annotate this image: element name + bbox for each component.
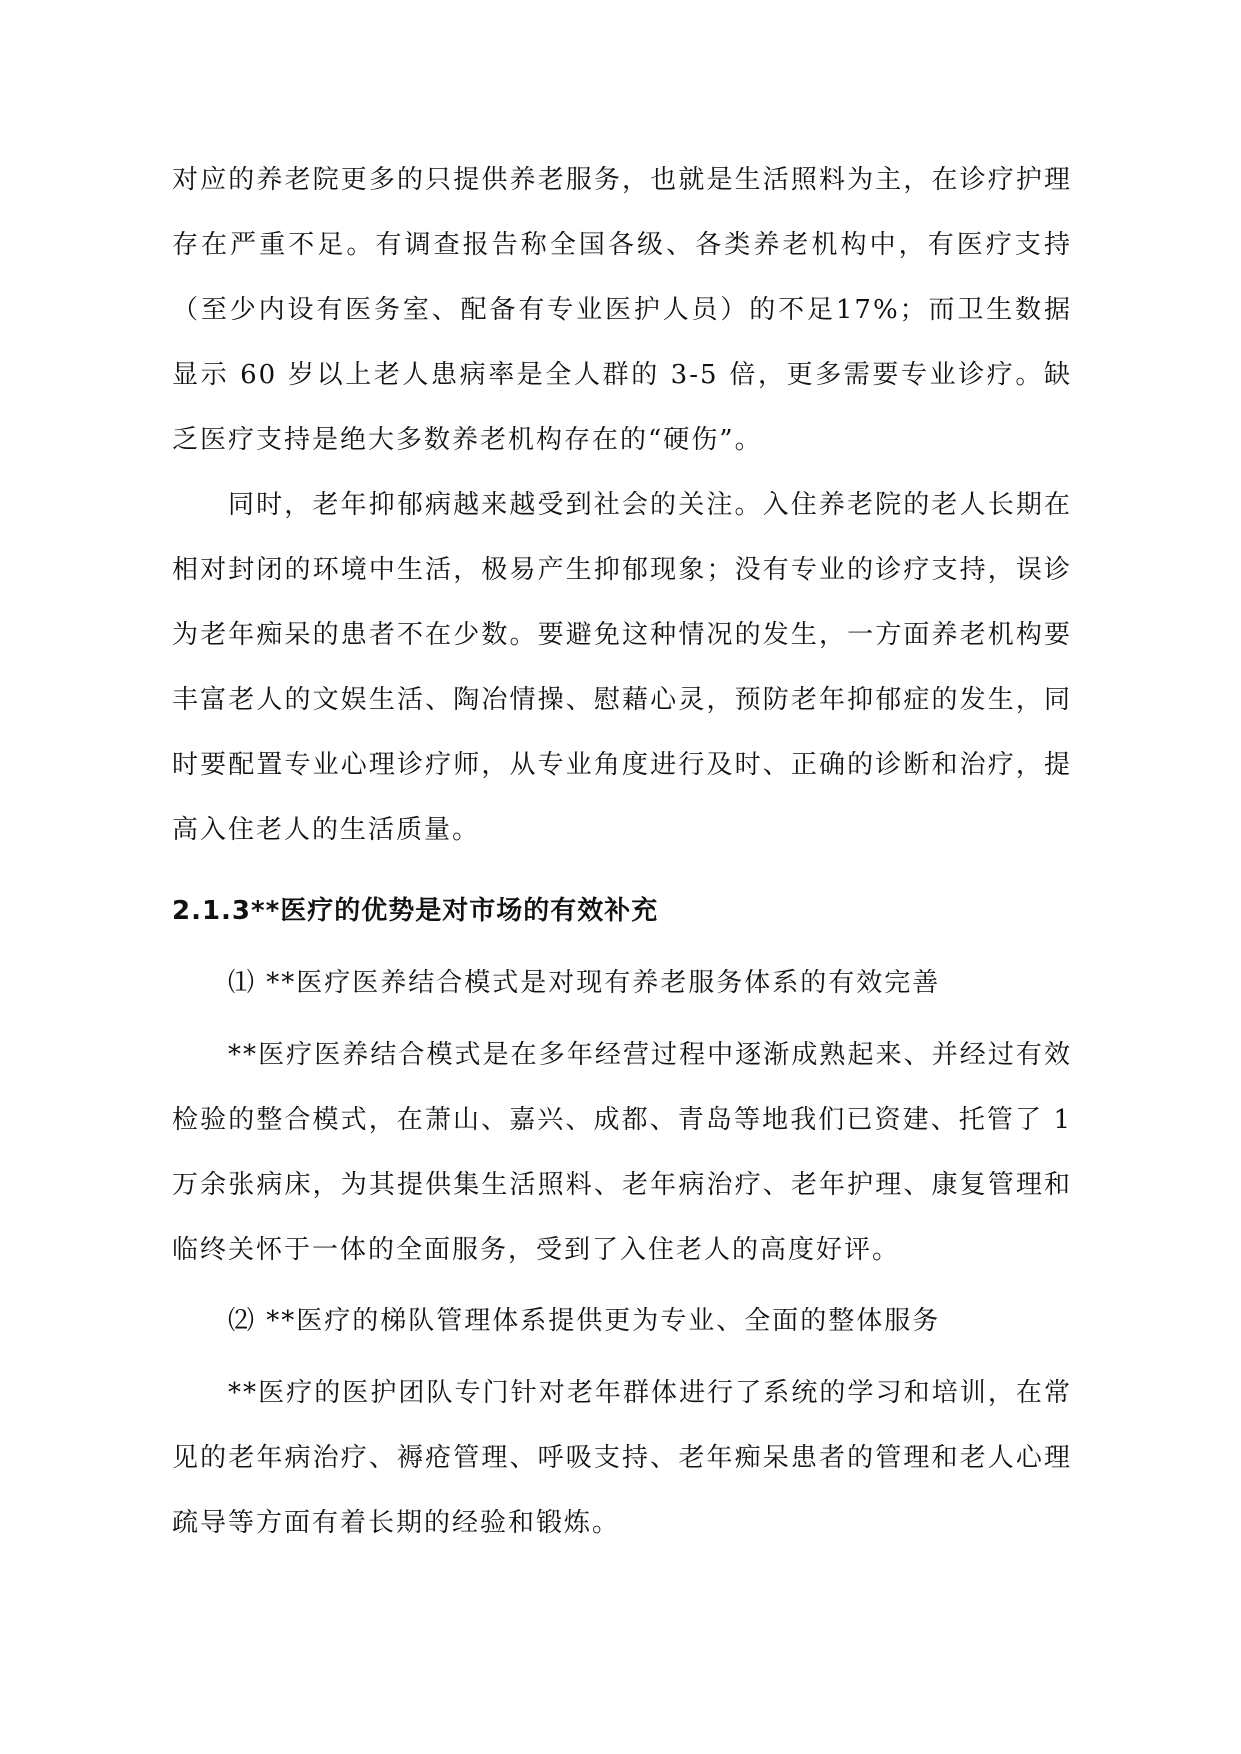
- subsection-1-title: ⑴ **医疗医养结合模式是对现有养老服务体系的有效完善: [228, 968, 941, 998]
- subsection-2-body: **医疗的医护团队专门针对老年群体进行了系统的学习和培训，在常见的老年病治疗、褥疮管理、呼吸支持、老年痴呆患者的管理和老人心理疏导等方面有着长期的经验和锻炼。: [172, 1378, 1072, 1538]
- paragraph-depression: 同时，老年抑郁病越来越受到社会的关注。入住养老院的老人长期在相对封闭的环境中生活，极易产生抑郁现象；没有专业的诊疗支持，误诊为老年痴呆的患者不在少数。要避免这种情况的发生，一方面养老机构要丰富老人的文娱生活、陶冶情操、慰藉心灵，预防老年抑郁症的发生，同时要配置专业心理诊疗师，从专业角度进行及时、正确的诊断和治疗，提高入住老人的生活质量。: [172, 490, 1072, 845]
- subsection-2-title: ⑵ **医疗的梯队管理体系提供更为专业、全面的整体服务: [228, 1306, 941, 1336]
- paragraph-medical-support: 对应的养老院更多的只提供养老服务，也就是生活照料为主，在诊疗护理存在严重不足。有调查报告称全国各级、各类养老机构中，有医疗支持（至少内设有医务室、配备有专业医护人员）的不足17%；而卫生数据显示 60 岁以上老人患病率是全人群的 3-5 倍，更多需要专业诊疗。缺乏医疗支持是绝大多数养老机构存在的“硬伤”。: [172, 165, 1072, 455]
- subsection-1-body: **医疗医养结合模式是在多年经营过程中逐渐成熟起来、并经过有效检验的整合模式，在萧山、嘉兴、成都、青岛等地我们已资建、托管了 1 万余张病床，为其提供集生活照料、老年病治疗、老年护理、康复管理和临终关怀于一体的全面服务，受到了入住老人的高度好评。: [172, 1040, 1072, 1265]
- section-heading: 2.1.3**医疗的优势是对市场的有效补充: [172, 896, 659, 926]
- document-body: [172, 148, 1072, 1556]
